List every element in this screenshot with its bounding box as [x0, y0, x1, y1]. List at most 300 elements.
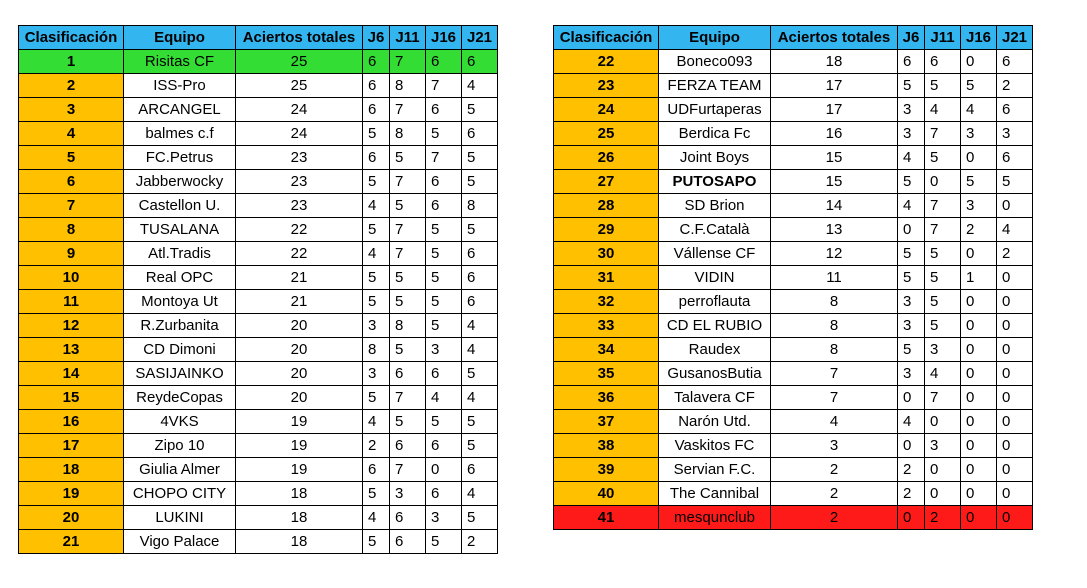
- j11-cell: 8: [390, 122, 426, 146]
- j21-cell: 6: [462, 50, 498, 74]
- j11-cell: 6: [390, 506, 426, 530]
- team-cell: SASIJAINKO: [124, 362, 236, 386]
- j11-cell: 3: [925, 434, 961, 458]
- team-cell: Talavera CF: [659, 386, 771, 410]
- j16-cell: 5: [426, 266, 462, 290]
- j11-cell: 5: [925, 290, 961, 314]
- j21-cell: 5: [462, 434, 498, 458]
- j16-cell: 6: [426, 170, 462, 194]
- team-cell: CD Dimoni: [124, 338, 236, 362]
- header-equipo: Equipo: [659, 26, 771, 50]
- j6-cell: 4: [363, 506, 390, 530]
- j6-cell: 0: [898, 506, 925, 530]
- table-row: [554, 386, 1033, 410]
- total-cell: 8: [771, 338, 898, 362]
- rank-cell: 20: [19, 506, 124, 530]
- j11-cell: 3: [390, 482, 426, 506]
- j21-cell: 5: [462, 506, 498, 530]
- team-cell: Vállense CF: [659, 242, 771, 266]
- rank-cell: 7: [19, 194, 124, 218]
- header-j11: J11: [925, 26, 961, 50]
- total-cell: 23: [236, 170, 363, 194]
- j11-cell: 7: [390, 170, 426, 194]
- j16-cell: 6: [426, 194, 462, 218]
- team-cell: Raudex: [659, 338, 771, 362]
- j16-cell: 1: [961, 266, 997, 290]
- total-cell: 21: [236, 290, 363, 314]
- header-aciertos-totales: Aciertos totales: [236, 26, 363, 50]
- j16-cell: 6: [426, 482, 462, 506]
- team-cell: C.F.Català: [659, 218, 771, 242]
- j16-cell: 3: [961, 194, 997, 218]
- table-row: [19, 410, 498, 434]
- team-cell: Joint Boys: [659, 146, 771, 170]
- rank-cell: 13: [19, 338, 124, 362]
- table-row: [554, 482, 1033, 506]
- j6-cell: 6: [363, 98, 390, 122]
- table-row: [19, 338, 498, 362]
- total-cell: 8: [771, 290, 898, 314]
- rank-cell: 37: [554, 410, 659, 434]
- total-cell: 2: [771, 482, 898, 506]
- total-cell: 7: [771, 362, 898, 386]
- j21-cell: 0: [997, 482, 1033, 506]
- rank-cell: 18: [19, 458, 124, 482]
- j6-cell: 0: [898, 434, 925, 458]
- team-cell: The Cannibal: [659, 482, 771, 506]
- j11-cell: 6: [390, 362, 426, 386]
- rank-cell: 38: [554, 434, 659, 458]
- table-row: [19, 146, 498, 170]
- total-cell: 25: [236, 50, 363, 74]
- rank-cell: 39: [554, 458, 659, 482]
- j21-cell: 5: [462, 98, 498, 122]
- rank-cell: 15: [19, 386, 124, 410]
- total-cell: 20: [236, 314, 363, 338]
- table-row: [19, 242, 498, 266]
- j21-cell: 2: [462, 530, 498, 554]
- rank-cell: 16: [19, 410, 124, 434]
- j6-cell: 2: [363, 434, 390, 458]
- header-j21: J21: [462, 26, 498, 50]
- team-cell: Zipo 10: [124, 434, 236, 458]
- table-row: [554, 218, 1033, 242]
- j6-cell: 5: [363, 218, 390, 242]
- team-cell: ISS-Pro: [124, 74, 236, 98]
- j6-cell: 5: [363, 530, 390, 554]
- j16-cell: 7: [426, 74, 462, 98]
- table-row: [19, 362, 498, 386]
- total-cell: 17: [771, 98, 898, 122]
- table-row: [554, 266, 1033, 290]
- j16-cell: 5: [426, 410, 462, 434]
- header-aciertos-totales: Aciertos totales: [771, 26, 898, 50]
- team-cell: Real OPC: [124, 266, 236, 290]
- team-cell: balmes c.f: [124, 122, 236, 146]
- total-cell: 20: [236, 362, 363, 386]
- table-row: [554, 338, 1033, 362]
- j11-cell: 7: [925, 122, 961, 146]
- j21-cell: 5: [462, 410, 498, 434]
- j6-cell: 2: [898, 458, 925, 482]
- j11-cell: 0: [925, 482, 961, 506]
- j21-cell: 8: [462, 194, 498, 218]
- total-cell: 23: [236, 194, 363, 218]
- j6-cell: 4: [898, 146, 925, 170]
- total-cell: 4: [771, 410, 898, 434]
- rank-cell: 4: [19, 122, 124, 146]
- team-cell: R.Zurbanita: [124, 314, 236, 338]
- j16-cell: 6: [426, 98, 462, 122]
- team-cell: SD Brion: [659, 194, 771, 218]
- j21-cell: 0: [997, 506, 1033, 530]
- j11-cell: 4: [925, 362, 961, 386]
- j21-cell: 4: [462, 74, 498, 98]
- j21-cell: 0: [997, 458, 1033, 482]
- j11-cell: 7: [390, 50, 426, 74]
- team-cell: mesqunclub: [659, 506, 771, 530]
- rank-cell: 29: [554, 218, 659, 242]
- rank-cell: 8: [19, 218, 124, 242]
- j11-cell: 7: [390, 386, 426, 410]
- header-j16: J16: [961, 26, 997, 50]
- j21-cell: 6: [462, 242, 498, 266]
- j16-cell: 3: [426, 506, 462, 530]
- team-cell: perroflauta: [659, 290, 771, 314]
- j21-cell: 2: [997, 242, 1033, 266]
- team-cell: ARCANGEL: [124, 98, 236, 122]
- total-cell: 15: [771, 146, 898, 170]
- j11-cell: 7: [390, 218, 426, 242]
- j11-cell: 5: [925, 74, 961, 98]
- rank-cell: 14: [19, 362, 124, 386]
- j16-cell: 2: [961, 218, 997, 242]
- j11-cell: 2: [925, 506, 961, 530]
- j6-cell: 5: [363, 386, 390, 410]
- j16-cell: 0: [426, 458, 462, 482]
- j6-cell: 4: [898, 194, 925, 218]
- j16-cell: 0: [961, 290, 997, 314]
- rank-cell: 9: [19, 242, 124, 266]
- team-cell: ReydeCopas: [124, 386, 236, 410]
- j16-cell: 6: [426, 362, 462, 386]
- j16-cell: 5: [961, 74, 997, 98]
- j11-cell: 7: [925, 386, 961, 410]
- team-cell: Vigo Palace: [124, 530, 236, 554]
- rank-cell: 31: [554, 266, 659, 290]
- j6-cell: 4: [363, 410, 390, 434]
- j6-cell: 5: [363, 122, 390, 146]
- j21-cell: 5: [997, 170, 1033, 194]
- total-cell: 21: [236, 266, 363, 290]
- j16-cell: 3: [426, 338, 462, 362]
- header-j6: J6: [363, 26, 390, 50]
- team-cell: Atl.Tradis: [124, 242, 236, 266]
- j21-cell: 4: [462, 482, 498, 506]
- table-row: [554, 362, 1033, 386]
- rank-cell: 23: [554, 74, 659, 98]
- j16-cell: 6: [426, 50, 462, 74]
- j6-cell: 0: [898, 218, 925, 242]
- rank-cell: 36: [554, 386, 659, 410]
- header-j11: J11: [390, 26, 426, 50]
- table-row: [19, 266, 498, 290]
- table-row: [19, 290, 498, 314]
- header-row: [554, 26, 1033, 50]
- table-row: [19, 218, 498, 242]
- standings-table-right: [553, 25, 1033, 530]
- j16-cell: 5: [961, 170, 997, 194]
- j16-cell: 5: [426, 122, 462, 146]
- j6-cell: 8: [363, 338, 390, 362]
- table-row: [554, 242, 1033, 266]
- j21-cell: 5: [462, 362, 498, 386]
- j16-cell: 0: [961, 50, 997, 74]
- j6-cell: 5: [898, 170, 925, 194]
- j21-cell: 0: [997, 314, 1033, 338]
- j21-cell: 0: [997, 410, 1033, 434]
- team-cell: Narón Utd.: [659, 410, 771, 434]
- table-row: [19, 386, 498, 410]
- j6-cell: 2: [898, 482, 925, 506]
- header-j21: J21: [997, 26, 1033, 50]
- j11-cell: 3: [925, 338, 961, 362]
- j21-cell: 5: [462, 146, 498, 170]
- rank-cell: 3: [19, 98, 124, 122]
- rank-cell: 10: [19, 266, 124, 290]
- j16-cell: 5: [426, 242, 462, 266]
- table-row: [19, 122, 498, 146]
- team-cell: CHOPO CITY: [124, 482, 236, 506]
- j6-cell: 5: [363, 290, 390, 314]
- table-row: [554, 170, 1033, 194]
- j6-cell: 4: [363, 194, 390, 218]
- total-cell: 17: [771, 74, 898, 98]
- total-cell: 2: [771, 458, 898, 482]
- j11-cell: 5: [390, 290, 426, 314]
- j21-cell: 0: [997, 338, 1033, 362]
- j21-cell: 0: [997, 290, 1033, 314]
- rank-cell: 40: [554, 482, 659, 506]
- table-row: [19, 530, 498, 554]
- j16-cell: 0: [961, 338, 997, 362]
- table-row: [19, 434, 498, 458]
- j11-cell: 7: [390, 242, 426, 266]
- j21-cell: 0: [997, 386, 1033, 410]
- j16-cell: 4: [426, 386, 462, 410]
- total-cell: 25: [236, 74, 363, 98]
- j6-cell: 3: [898, 362, 925, 386]
- total-cell: 18: [236, 530, 363, 554]
- team-cell: UDFurtaperas: [659, 98, 771, 122]
- total-cell: 8: [771, 314, 898, 338]
- j21-cell: 6: [997, 50, 1033, 74]
- j11-cell: 0: [925, 170, 961, 194]
- table-row: [554, 74, 1033, 98]
- j11-cell: 5: [390, 266, 426, 290]
- j16-cell: 5: [426, 314, 462, 338]
- j11-cell: 5: [390, 146, 426, 170]
- total-cell: 19: [236, 410, 363, 434]
- rank-cell: 12: [19, 314, 124, 338]
- j16-cell: 3: [961, 122, 997, 146]
- j16-cell: 0: [961, 362, 997, 386]
- total-cell: 19: [236, 434, 363, 458]
- team-cell: FERZA TEAM: [659, 74, 771, 98]
- j6-cell: 3: [898, 290, 925, 314]
- rank-cell: 1: [19, 50, 124, 74]
- j16-cell: 0: [961, 482, 997, 506]
- j16-cell: 0: [961, 410, 997, 434]
- j11-cell: 8: [390, 314, 426, 338]
- j6-cell: 5: [363, 170, 390, 194]
- team-cell: FC.Petrus: [124, 146, 236, 170]
- total-cell: 2: [771, 506, 898, 530]
- team-cell: Montoya Ut: [124, 290, 236, 314]
- rank-cell: 21: [19, 530, 124, 554]
- j21-cell: 4: [997, 218, 1033, 242]
- j21-cell: 0: [997, 266, 1033, 290]
- j6-cell: 5: [898, 74, 925, 98]
- j16-cell: 0: [961, 386, 997, 410]
- total-cell: 20: [236, 338, 363, 362]
- j6-cell: 4: [898, 410, 925, 434]
- rank-cell: 11: [19, 290, 124, 314]
- team-cell: GusanosButia: [659, 362, 771, 386]
- j21-cell: 5: [462, 170, 498, 194]
- j21-cell: 2: [997, 74, 1033, 98]
- j11-cell: 5: [390, 338, 426, 362]
- table-row: [554, 50, 1033, 74]
- table-row: [554, 410, 1033, 434]
- j21-cell: 5: [462, 218, 498, 242]
- j16-cell: 0: [961, 146, 997, 170]
- table-row: [554, 98, 1033, 122]
- total-cell: 18: [236, 482, 363, 506]
- rank-cell: 35: [554, 362, 659, 386]
- j16-cell: 5: [426, 290, 462, 314]
- total-cell: 16: [771, 122, 898, 146]
- table-row: [554, 458, 1033, 482]
- j6-cell: 3: [363, 314, 390, 338]
- rank-cell: 26: [554, 146, 659, 170]
- j6-cell: 3: [363, 362, 390, 386]
- j21-cell: 0: [997, 194, 1033, 218]
- j11-cell: 0: [925, 458, 961, 482]
- rank-cell: 19: [19, 482, 124, 506]
- j11-cell: 8: [390, 74, 426, 98]
- table-row: [554, 290, 1033, 314]
- j6-cell: 3: [898, 122, 925, 146]
- j11-cell: 5: [925, 314, 961, 338]
- total-cell: 14: [771, 194, 898, 218]
- table-row: [19, 458, 498, 482]
- j21-cell: 3: [997, 122, 1033, 146]
- j11-cell: 5: [390, 410, 426, 434]
- j6-cell: 5: [898, 266, 925, 290]
- rank-cell: 32: [554, 290, 659, 314]
- j21-cell: 0: [997, 362, 1033, 386]
- header-j16: J16: [426, 26, 462, 50]
- total-cell: 18: [236, 506, 363, 530]
- rank-cell: 30: [554, 242, 659, 266]
- j21-cell: 6: [462, 290, 498, 314]
- j16-cell: 5: [426, 218, 462, 242]
- j6-cell: 6: [363, 146, 390, 170]
- total-cell: 19: [236, 458, 363, 482]
- table-row: [19, 74, 498, 98]
- rank-cell: 5: [19, 146, 124, 170]
- total-cell: 24: [236, 98, 363, 122]
- j16-cell: 4: [961, 98, 997, 122]
- team-cell: Jabberwocky: [124, 170, 236, 194]
- total-cell: 22: [236, 218, 363, 242]
- standings-table-left: [18, 25, 498, 554]
- team-cell: VIDIN: [659, 266, 771, 290]
- table-row: [19, 314, 498, 338]
- j11-cell: 5: [390, 194, 426, 218]
- team-cell: Risitas CF: [124, 50, 236, 74]
- table-row: [554, 146, 1033, 170]
- j6-cell: 5: [363, 482, 390, 506]
- total-cell: 15: [771, 170, 898, 194]
- rank-cell: 2: [19, 74, 124, 98]
- j16-cell: 0: [961, 506, 997, 530]
- j16-cell: 5: [426, 530, 462, 554]
- team-cell: Servian F.C.: [659, 458, 771, 482]
- j16-cell: 7: [426, 146, 462, 170]
- rank-cell: 24: [554, 98, 659, 122]
- team-cell: Boneco093: [659, 50, 771, 74]
- rank-cell: 41: [554, 506, 659, 530]
- table-row: [554, 506, 1033, 530]
- j11-cell: 0: [925, 410, 961, 434]
- j21-cell: 4: [462, 338, 498, 362]
- table-row: [19, 170, 498, 194]
- j16-cell: 0: [961, 434, 997, 458]
- j11-cell: 5: [925, 266, 961, 290]
- total-cell: 11: [771, 266, 898, 290]
- table-row: [554, 314, 1033, 338]
- j6-cell: 5: [898, 338, 925, 362]
- total-cell: 23: [236, 146, 363, 170]
- j11-cell: 6: [925, 50, 961, 74]
- j6-cell: 5: [363, 266, 390, 290]
- total-cell: 7: [771, 386, 898, 410]
- header-equipo: Equipo: [124, 26, 236, 50]
- j21-cell: 0: [997, 434, 1033, 458]
- j11-cell: 4: [925, 98, 961, 122]
- j11-cell: 7: [390, 458, 426, 482]
- rank-cell: 6: [19, 170, 124, 194]
- table-row: [19, 506, 498, 530]
- team-cell: CD EL RUBIO: [659, 314, 771, 338]
- j11-cell: 7: [925, 218, 961, 242]
- rank-cell: 28: [554, 194, 659, 218]
- j6-cell: 5: [898, 242, 925, 266]
- rank-cell: 34: [554, 338, 659, 362]
- rank-cell: 25: [554, 122, 659, 146]
- total-cell: 13: [771, 218, 898, 242]
- header-clasificacion: Clasificación: [19, 26, 124, 50]
- j11-cell: 6: [390, 434, 426, 458]
- j16-cell: 0: [961, 314, 997, 338]
- table-row: [19, 482, 498, 506]
- header-clasificacion: Clasificación: [554, 26, 659, 50]
- j11-cell: 7: [925, 194, 961, 218]
- j16-cell: 0: [961, 242, 997, 266]
- j6-cell: 6: [363, 50, 390, 74]
